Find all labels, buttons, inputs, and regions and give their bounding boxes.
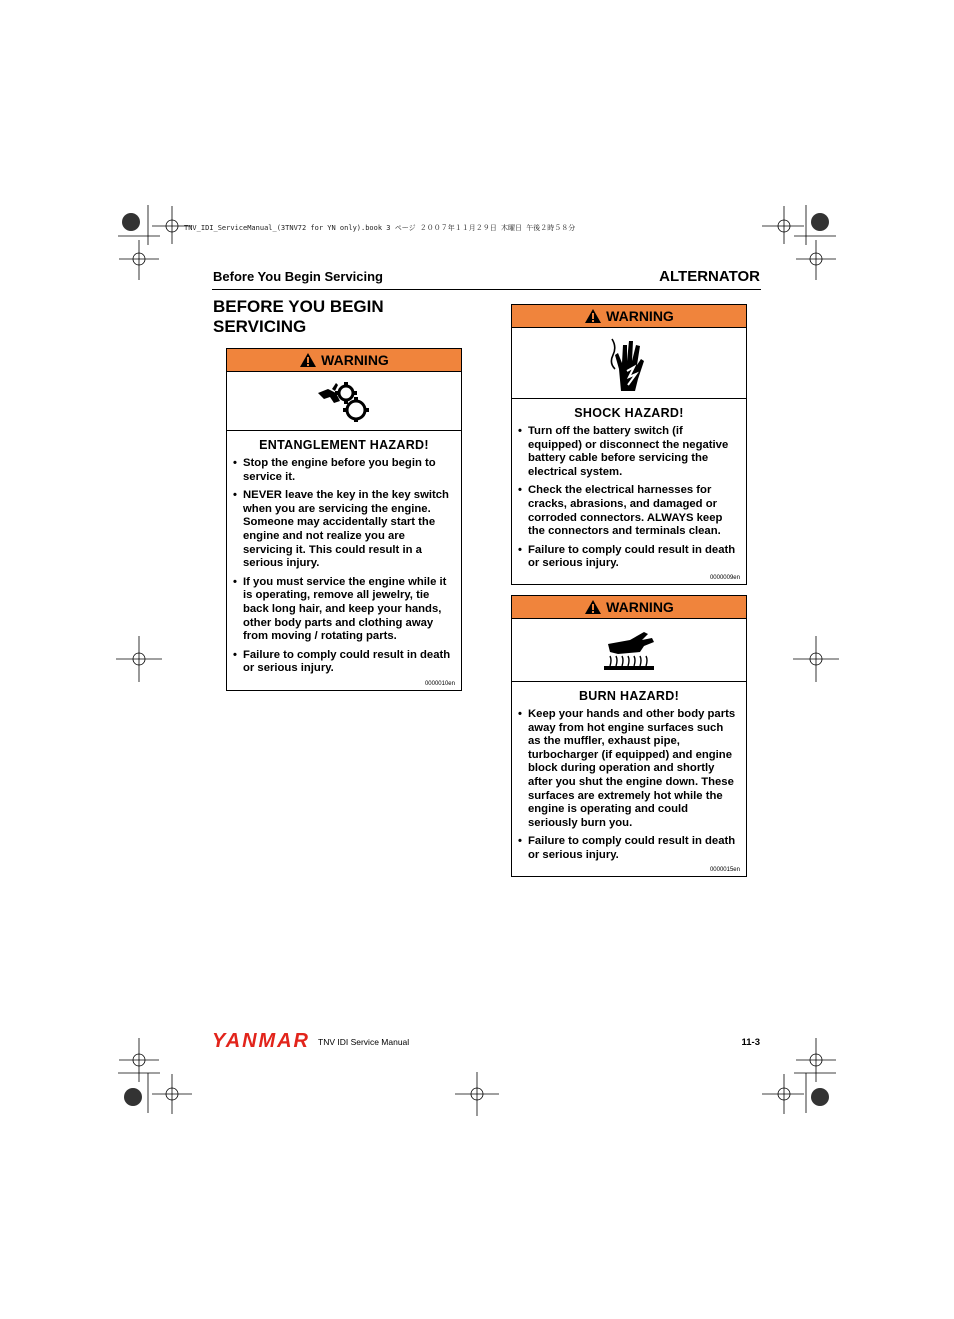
warning-box-entanglement xyxy=(226,348,462,691)
page-number: 11-3 xyxy=(741,1037,760,1048)
warning-label: WARNING xyxy=(606,308,674,324)
list-item: • Failure to comply could result in death or serious injury. xyxy=(528,544,738,571)
list-item: • Turn off the battery switch (if equipped) or disconnect the negative battery cable before servicing the electrical system. xyxy=(528,425,738,479)
entanglement-icon xyxy=(227,372,461,431)
svg-text:YANMAR: YANMAR xyxy=(212,1030,308,1050)
electric-shock-icon xyxy=(512,328,746,399)
warning-triangle-icon xyxy=(584,308,602,324)
hazard-list xyxy=(512,708,746,863)
section-header: Before You Begin Servicing xyxy=(213,269,384,284)
chapter-header: ALTERNATOR xyxy=(659,268,760,285)
manual-title: TNV IDI Service Manual xyxy=(318,1037,410,1047)
hazard-list xyxy=(227,457,461,676)
label-code: 0000009en xyxy=(709,575,740,581)
list-item: • Stop the engine before you begin to service it. xyxy=(243,457,453,484)
warning-triangle-icon xyxy=(299,352,317,368)
warning-box-burn xyxy=(511,595,747,877)
list-item: • NEVER leave the key in the key switch when you are servicing the engine. Someone may accidentally start the engine and not realize you are servicing it. This could result in a serious injury. xyxy=(243,489,453,571)
list-item: • Check the electrical harnesses for cracks, abrasions, and damaged or corroded connectors. ALWAYS keep the connectors and terminals clean. xyxy=(528,484,738,538)
file-slug: TNV_IDI_ServiceManual_(3TNV72 for YN only).book 3 ページ ２００７年１１月２９日 木曜日 午後２時５８分 xyxy=(184,224,576,232)
hazard-title: ENTANGLEMENT HAZARD! xyxy=(259,438,429,452)
warning-box-shock xyxy=(511,304,747,585)
list-item: • Failure to comply could result in death or serious injury. xyxy=(243,649,453,676)
warning-label: WARNING xyxy=(606,599,674,615)
label-code: 0000015en xyxy=(709,867,740,873)
warning-label: WARNING xyxy=(321,352,389,368)
yanmar-logo xyxy=(212,1030,310,1050)
warning-bar xyxy=(512,596,746,619)
list-item: • If you must service the engine while it is operating, remove all jewelry, tie back long hair, and keep your hands, other body parts and clothing away from moving / rotating parts. xyxy=(243,576,453,644)
label-code: 0000010en xyxy=(424,681,455,687)
warning-triangle-icon xyxy=(584,599,602,615)
hazard-title: BURN HAZARD! xyxy=(578,689,680,703)
header-rule xyxy=(212,289,761,290)
hazard-list xyxy=(512,425,746,571)
page-title: BEFORE YOU BEGIN SERVICING xyxy=(213,297,384,336)
warning-bar xyxy=(512,305,746,328)
warning-bar xyxy=(227,349,461,372)
list-item: • Keep your hands and other body parts away from hot engine surfaces such as the muffler, exhaust pipe, turbocharger (if equipped) and engine block during operation and shortly after you shut the engine down. These surfaces are extremely hot while the engine is operating and could seriously burn you. xyxy=(528,708,738,830)
hazard-title: SHOCK HAZARD! xyxy=(574,406,684,420)
list-item: • Failure to comply could result in death or serious injury. xyxy=(528,835,738,862)
hot-surface-icon xyxy=(512,619,746,682)
